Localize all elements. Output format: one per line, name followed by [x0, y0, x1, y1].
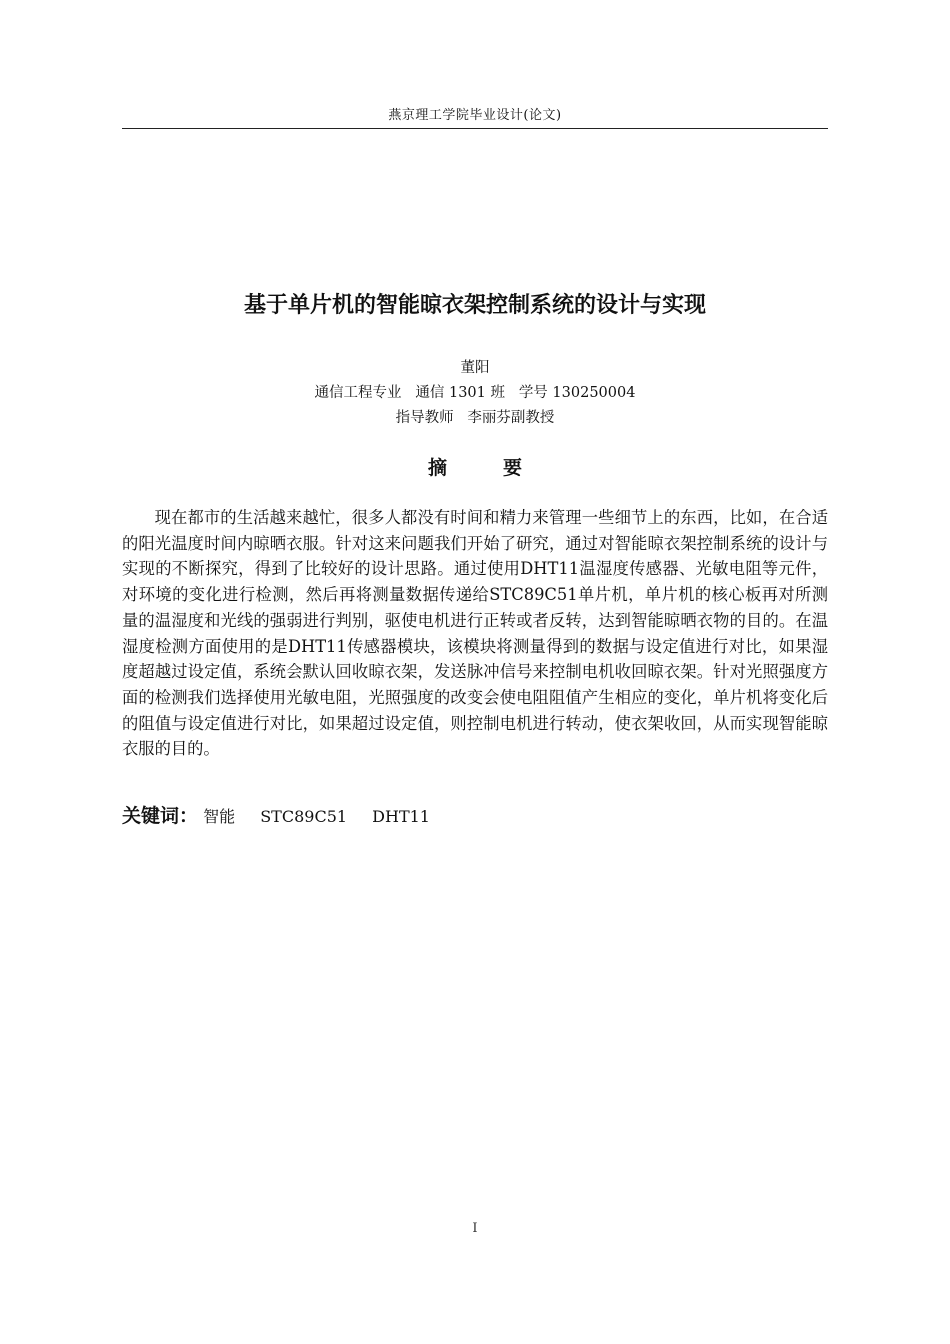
page-number: I [472, 1221, 478, 1236]
header-divider [122, 128, 828, 129]
advisor-line [122, 408, 828, 428]
keyword-item: STC89C51 [260, 807, 348, 826]
author-major-line [122, 383, 828, 403]
keywords-line [122, 802, 828, 831]
class-label: 通信 1301 班 [415, 385, 505, 401]
student-id-label: 学号 130250004 [518, 385, 636, 401]
author-name: 董阳 [460, 360, 490, 376]
keyword-item: 智能 [203, 807, 236, 826]
abstract-heading-char-2: 要 [503, 457, 523, 479]
keywords-label: 关键词： [122, 805, 199, 827]
advisor-label: 指导教师 [395, 410, 454, 426]
advisor-name: 李丽芬副教授 [467, 410, 555, 426]
abstract-heading-char-1: 摘 [427, 457, 447, 479]
abstract-heading [122, 454, 828, 482]
major-label: 通信工程专业 [314, 385, 402, 401]
abstract-body: 现在都市的生活越来越忙，很多人都没有时间和精力来管理一些细节上的东西，比如，在合适的阳光温度时间内晾晒衣服。针对这来问题我们开始了研究，通过对智能晾衣架控制系统的设计与实现的不断探究，得到了比较好的设计思路。通过使用DHT11温湿度传感器、光敏电阻等元件，对环境的变化进行检测，然后再将测量数据传递给STC89C51单片机，单片机的核心板再对所测量的温湿度和光线的强弱进行判别，驱使电机进行正转或者反转，达到智能晾晒衣物的目的。在温湿度检测方面使用的是DHT11传感器模块，该模块将测量得到的数据与设定值进行对比，如果湿度超越过设定值，系统会默认回收晾衣架，发送脉冲信号来控制电机收回晾衣架。针对光照强度方面的检测我们选择使用光敏电阻，光照强度的改变会使电阻阻值产生相应的变化，单片机将变化后的阻值与设定值进行对比，如果超过设定值，则控制电机进行转动，使衣架收回，从而实现智能晾衣服的目的。 [122, 508, 828, 759]
keyword-item: DHT11 [372, 807, 430, 826]
thesis-title: 基于单片机的智能晾衣架控制系统的设计与实现 [243, 293, 706, 318]
running-header: 燕京理工学院毕业设计(论文) [388, 108, 562, 123]
